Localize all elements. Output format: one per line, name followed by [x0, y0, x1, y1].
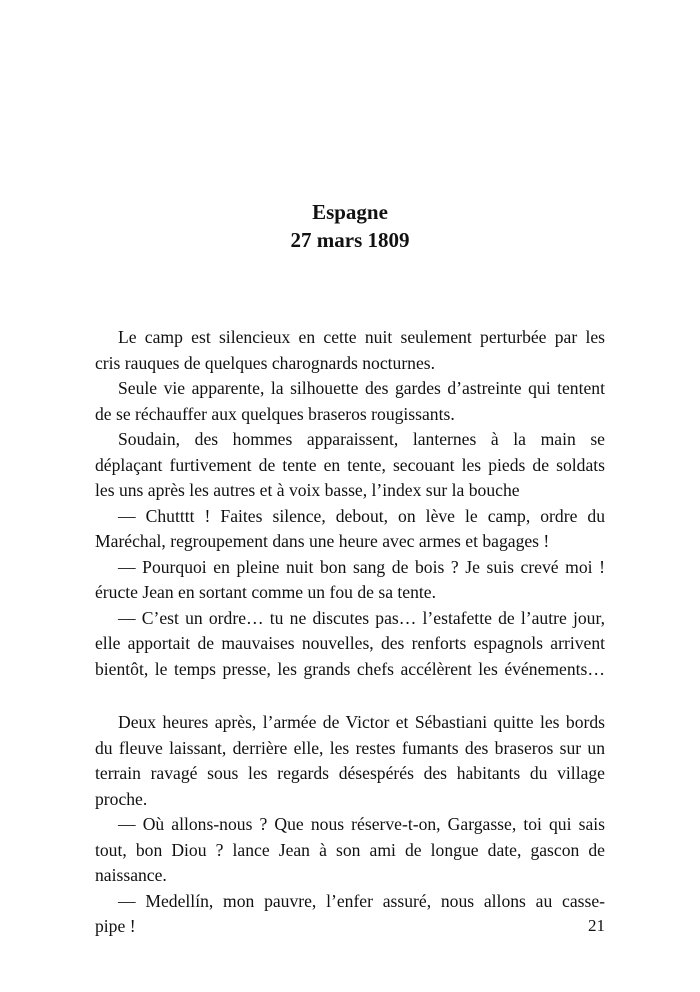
text-line: — Chutttt ! Faites silence, debout, on lève le camp, ordre du — [118, 505, 605, 526]
text-line: éructe Jean en sortant comme un fou de sa tente. — [95, 582, 436, 602]
text-line: — Medellín, mon pauvre, l’enfer assuré, nous allons au casse- — [118, 890, 605, 911]
text-line: pipe ! — [95, 916, 136, 936]
text-line: proche. — [95, 788, 148, 809]
text-line: bientôt, le temps presse, les grands chefs accélèrent les événements… — [95, 658, 605, 679]
text-line: Maréchal, regroupement dans une heure avec armes et bagages ! — [95, 531, 550, 551]
text-line: — C’est un ordre… tu ne discutes pas… l’estafette de l’autre jour, — [118, 607, 605, 628]
text-line: les uns après les autres et à voix basse, l’index sur la bouche — [95, 480, 520, 500]
text-line: Deux heures après, l’armée de Victor et Sébastiani quitte les bords — [118, 712, 605, 732]
text-line: elle apportait de mauvaises nouvelles, des renforts espagnols arrivent — [95, 633, 605, 653]
text-line: cris rauques de quelques charognards nocturnes. — [95, 352, 436, 373]
text-line: terrain ravagé sous les regards désespérés des habitants du village — [95, 763, 605, 783]
chapter-heading — [0, 198, 700, 254]
text-line: déplaçant furtivement de tente en tente, secouant les pieds de soldats — [95, 454, 605, 475]
body-text — [95, 325, 605, 940]
chapter-date: 27 mars 1809 — [290, 228, 410, 252]
text-line: — Pourquoi en pleine nuit bon sang de bois ? Je suis crevé moi ! — [118, 556, 605, 577]
text-line: Soudain, des hommes apparaissent, lanternes à la main se — [118, 429, 605, 449]
text-line: naissance. — [95, 865, 167, 885]
text-line: Seule vie apparente, la silhouette des gardes d’astreinte qui tentent — [118, 378, 605, 398]
section-break — [95, 682, 605, 710]
page-number: 21 — [588, 916, 605, 935]
text-line: du fleuve laissant, derrière elle, les restes fumants des braseros sur un — [95, 737, 605, 758]
text-line: tout, bon Diou ? lance Jean à son ami de longue date, gascon de — [95, 839, 605, 860]
text-line: Le camp est silencieux en cette nuit seulement perturbée par les — [118, 327, 605, 347]
text-line: de se réchauffer aux quelques braseros rougissants. — [95, 403, 455, 424]
text-line: — Où allons-nous ? Que nous réserve-t-on, Gargasse, toi qui sais — [118, 814, 605, 834]
chapter-title: Espagne — [312, 200, 388, 224]
